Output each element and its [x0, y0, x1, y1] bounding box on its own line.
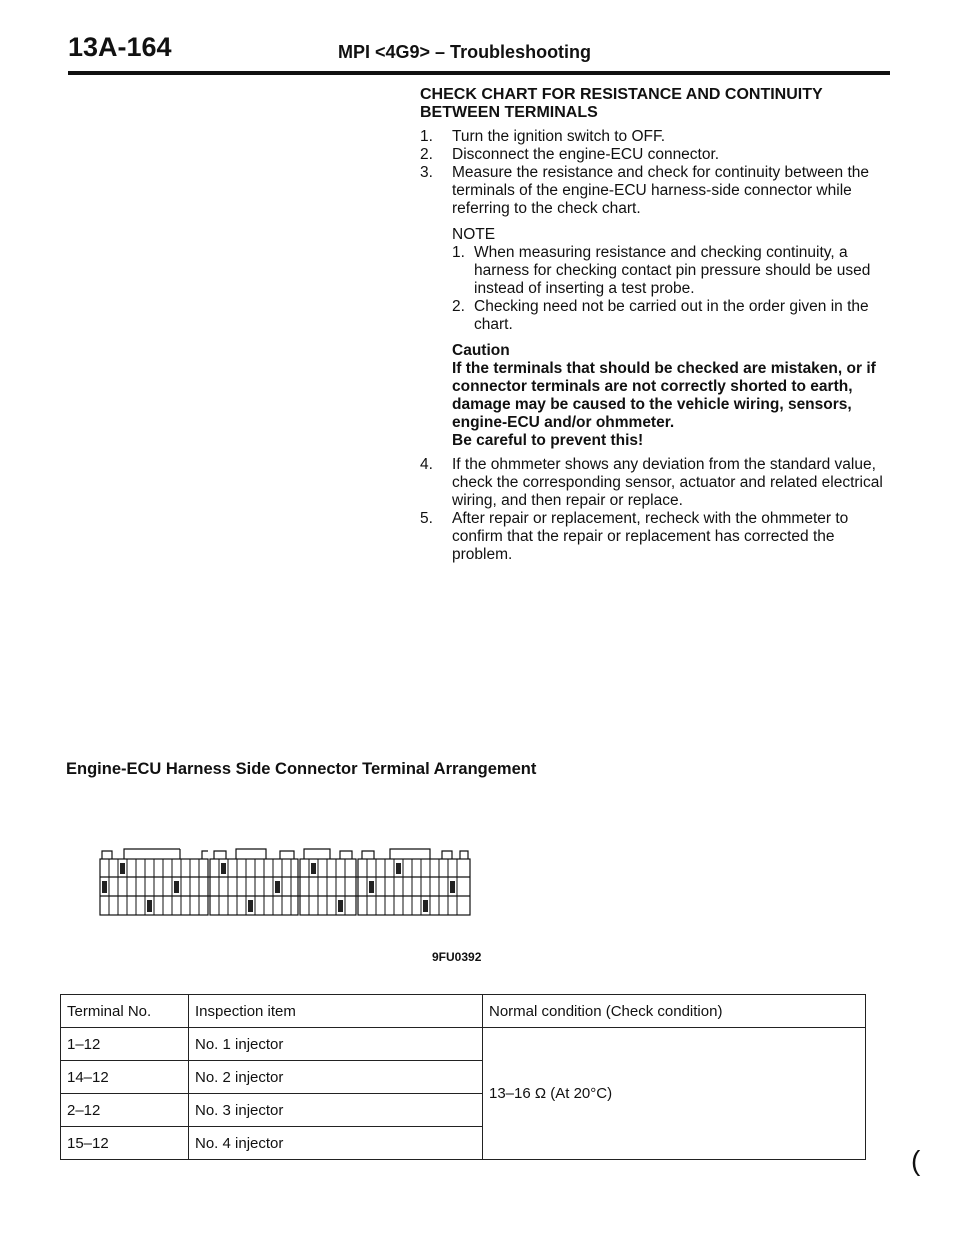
step: [420, 146, 895, 164]
check-chart-table: [60, 994, 866, 1160]
connector-diagram: [90, 845, 482, 917]
terminal-cell: 1–12: [61, 1028, 189, 1061]
note-number: 1.: [452, 244, 465, 261]
section-heading: CHECK CHART FOR RESISTANCE AND CONTINUITY BETWEEN TERMINALS: [420, 86, 823, 121]
caution-block: [420, 342, 895, 450]
table-header-row: [61, 995, 866, 1028]
step: [420, 164, 895, 218]
terminal-cell: 15–12: [61, 1127, 189, 1160]
step-text: Measure the resistance and check for continuity between the terminals of the engine-ECU harness-side connector while referring to the check chart.: [452, 164, 870, 217]
page-title: MPI <4G9> – Troubleshooting: [338, 42, 592, 62]
procedure-column: [420, 86, 895, 564]
step: [420, 128, 895, 146]
caution-text: If the terminals that should be checked are mistaken, or if connector terminals are not correctly shorted to earth, damage may be caused to the vehicle wiring, sensors, engine-ECU and/or ohmmeter.: [452, 360, 876, 431]
step-number: 4.: [420, 456, 433, 473]
note-item: [452, 298, 895, 334]
step: [420, 456, 895, 510]
step-number: 5.: [420, 510, 433, 527]
item-cell: No. 1 injector: [189, 1028, 483, 1061]
header-terminal: Terminal No.: [61, 995, 189, 1028]
terminal-cell: 14–12: [61, 1061, 189, 1094]
figure-code: 9FU0392: [432, 950, 482, 964]
item-cell: No. 4 injector: [189, 1127, 483, 1160]
step-text: Disconnect the engine-ECU connector.: [452, 146, 720, 163]
condition-cell: 13–16 Ω (At 20°C): [483, 1028, 866, 1160]
step-number: 1.: [420, 128, 433, 145]
header-rule: [68, 71, 890, 75]
step: [420, 510, 895, 564]
note-text: Checking need not be carried out in the order given in the chart.: [474, 298, 869, 333]
note-heading: NOTE: [452, 226, 496, 243]
note-number: 2.: [452, 298, 465, 315]
page-number: 13A-164: [68, 32, 172, 62]
step-text: Turn the ignition switch to OFF.: [452, 128, 666, 145]
table-row: [61, 1028, 866, 1061]
terminal-cell: 2–12: [61, 1094, 189, 1127]
diagram-title: Engine-ECU Harness Side Connector Terminal Arrangement: [66, 760, 537, 778]
margin-mark: (: [911, 1145, 921, 1176]
item-cell: No. 2 injector: [189, 1061, 483, 1094]
step-text: After repair or replacement, recheck with the ohmmeter to confirm that the repair or replacement has corrected the problem.: [452, 510, 849, 563]
caution-heading: Caution: [452, 342, 510, 359]
step-number: 2.: [420, 146, 433, 163]
header-inspection-item: Inspection item: [189, 995, 483, 1028]
step-text: If the ohmmeter shows any deviation from the standard value, check the corresponding sensor, actuator and related electrical wiring, and then repair or replace.: [452, 456, 883, 509]
item-cell: No. 3 injector: [189, 1094, 483, 1127]
step-number: 3.: [420, 164, 433, 181]
note-block: [420, 226, 895, 334]
note-item: [452, 244, 895, 298]
header-normal-condition: Normal condition (Check condition): [483, 995, 866, 1028]
note-text: When measuring resistance and checking continuity, a harness for checking contact pin pressure should be used instead of inserting a test probe.: [474, 244, 871, 297]
caution-warning: Be careful to prevent this!: [452, 432, 644, 449]
